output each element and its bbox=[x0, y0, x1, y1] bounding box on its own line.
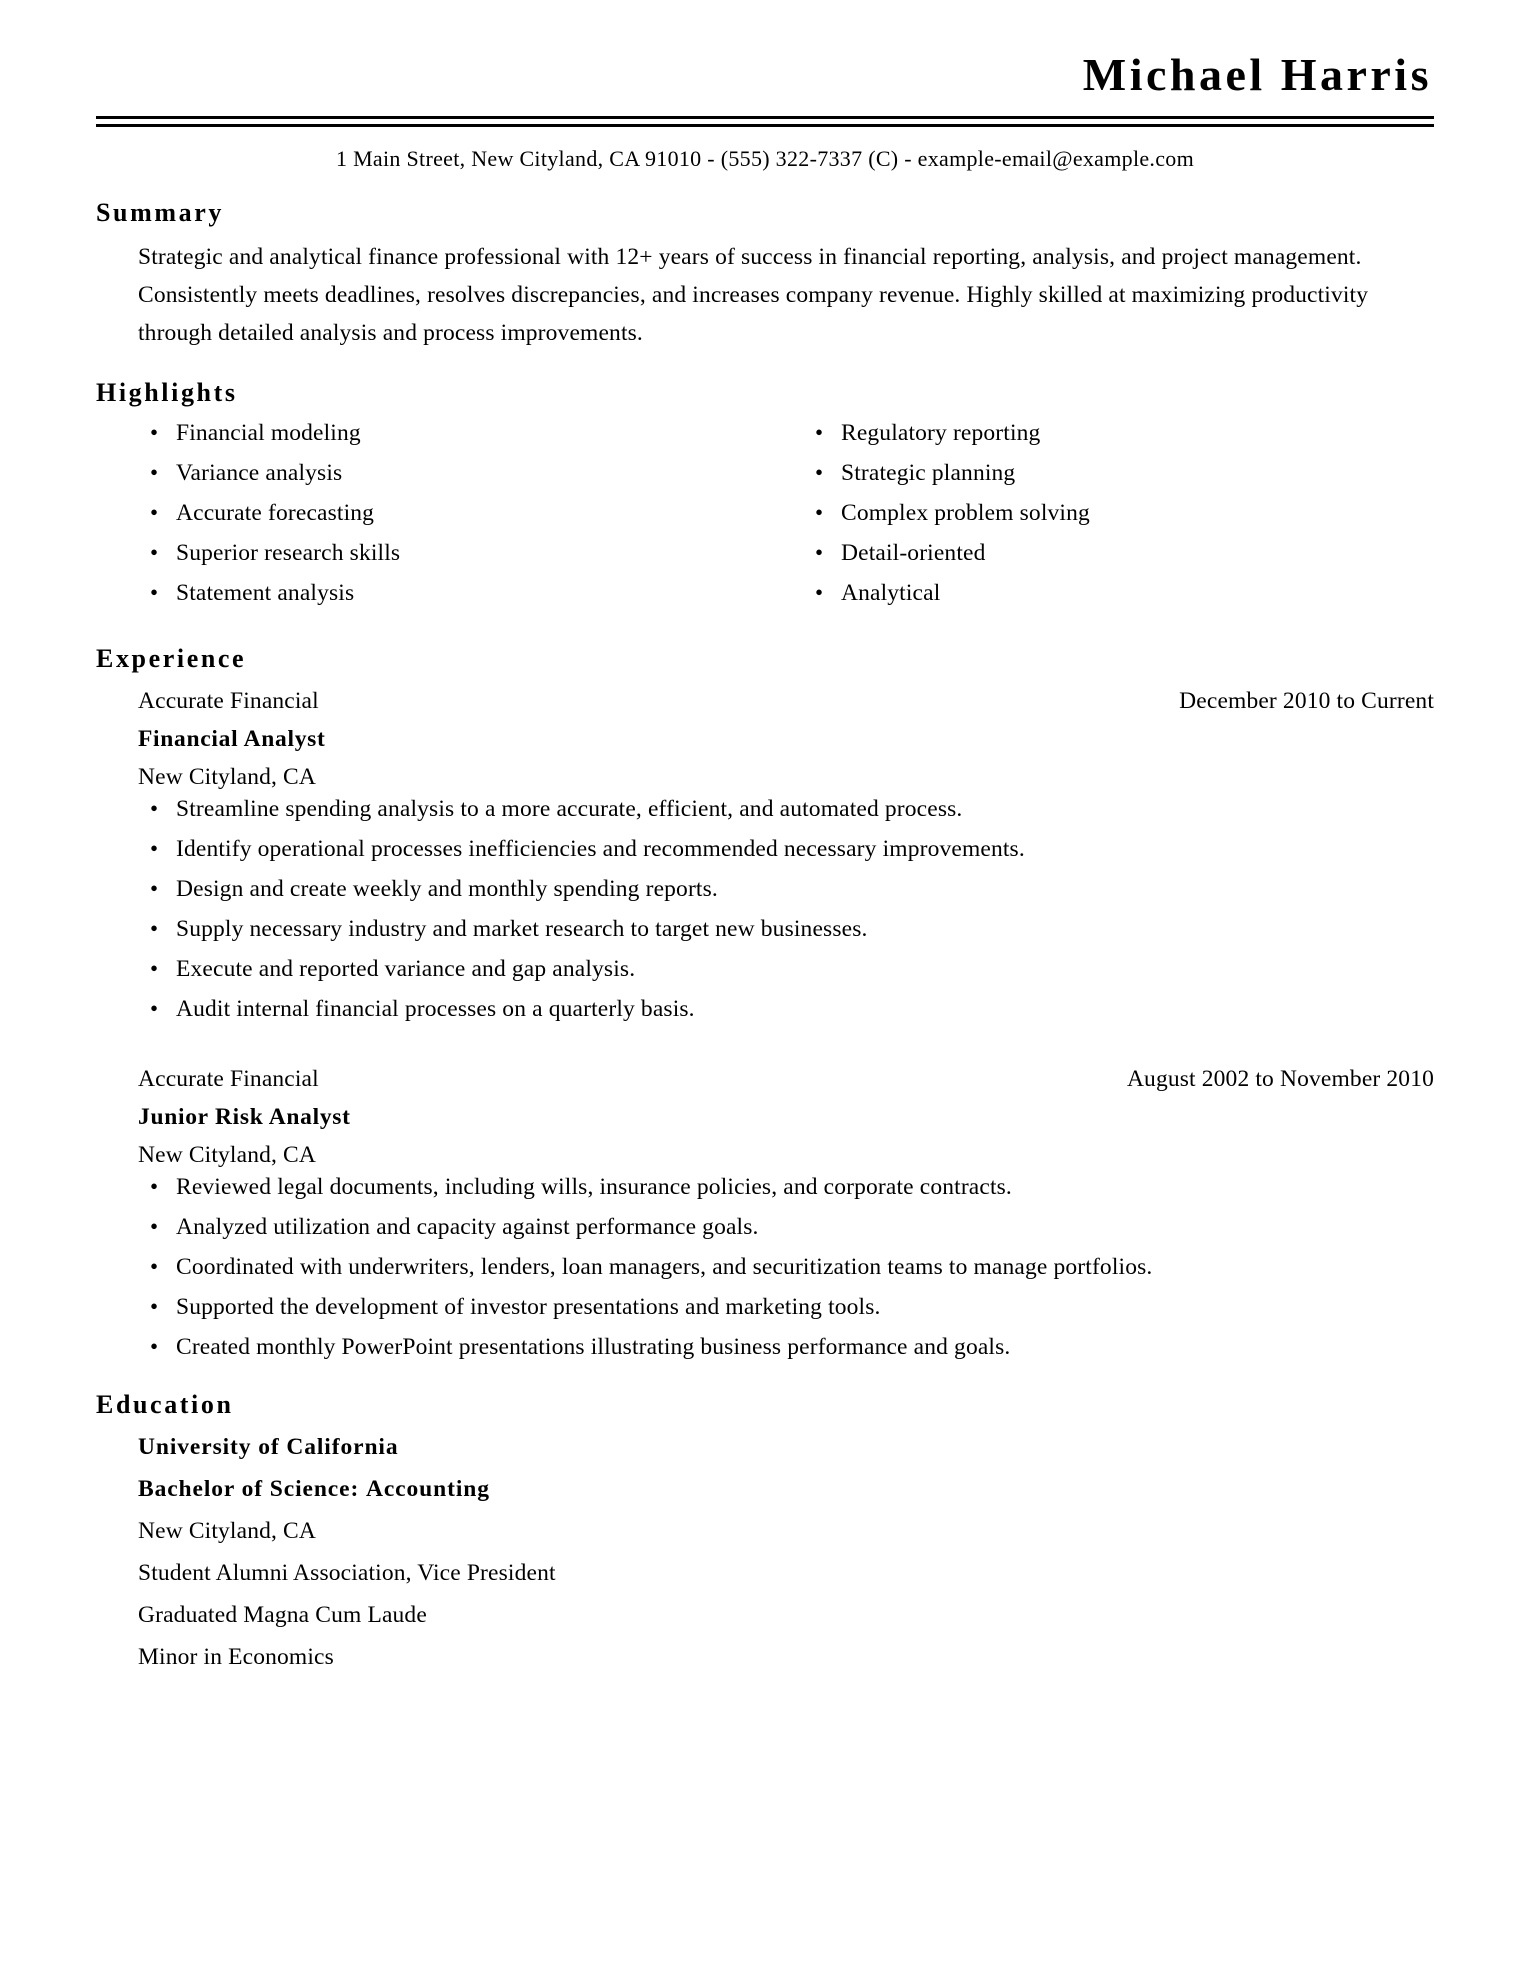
highlights-section bbox=[96, 378, 1434, 618]
experience-section bbox=[96, 644, 1434, 1364]
education-detail: Minor in Economics bbox=[138, 1644, 334, 1671]
highlights-column-right bbox=[765, 418, 1434, 618]
list-item: • Detail-oriented bbox=[803, 538, 1434, 570]
header-divider bbox=[96, 116, 1434, 127]
list-item: • Accurate forecasting bbox=[138, 498, 765, 530]
list-item: • Superior research skills bbox=[138, 538, 765, 570]
education-detail: Graduated Magna Cum Laude bbox=[138, 1602, 427, 1629]
list-item: • Complex problem solving bbox=[803, 498, 1434, 530]
list-item: • Reviewed legal documents, including wills, insurance policies, and corporate contracts. bbox=[138, 1172, 1434, 1204]
education-section bbox=[96, 1390, 1434, 1674]
summary-section bbox=[96, 198, 1434, 352]
list-item: • Regulatory reporting bbox=[803, 418, 1434, 450]
list-item: • Financial modeling bbox=[138, 418, 765, 450]
employment-dates: August 2002 to November 2010 bbox=[1126, 1066, 1434, 1093]
education-detail: Student Alumni Association, Vice President bbox=[138, 1560, 556, 1587]
contact-line: 1 Main Street, New Cityland, CA 91010 - (555) 322-7337 (C) - example-email@example.com bbox=[335, 146, 1195, 172]
list-item: • Analyzed utilization and capacity against performance goals. bbox=[138, 1212, 1434, 1244]
highlights-column-left bbox=[96, 418, 765, 618]
list-item: • Analytical bbox=[803, 578, 1434, 610]
list-item: • Identify operational processes inefficiencies and recommended necessary improvements. bbox=[138, 834, 1434, 866]
job-responsibilities-list bbox=[138, 794, 1434, 1026]
education-body bbox=[96, 1430, 1434, 1674]
degree-major: Accounting bbox=[365, 1476, 490, 1503]
employer-name: Accurate Financial bbox=[138, 1066, 319, 1093]
list-item: • Variance analysis bbox=[138, 458, 765, 490]
job-title: Financial Analyst bbox=[138, 726, 326, 753]
degree-type: Bachelor of Science bbox=[138, 1476, 351, 1503]
job-location: New Cityland, CA bbox=[138, 1142, 316, 1169]
list-item: • Supported the development of investor presentations and marketing tools. bbox=[138, 1292, 1434, 1324]
employer-name: Accurate Financial bbox=[138, 688, 319, 715]
experience-entry-header bbox=[138, 684, 1434, 718]
summary-heading: Summary bbox=[96, 198, 224, 228]
employment-dates: December 2010 to Current bbox=[1179, 688, 1434, 715]
highlights-list-left bbox=[138, 418, 765, 610]
degree-line bbox=[138, 1472, 1434, 1506]
candidate-name: Michael Harris bbox=[1082, 49, 1432, 100]
resume-header bbox=[96, 0, 1434, 172]
highlights-heading: Highlights bbox=[96, 378, 238, 408]
school-name: University of California bbox=[138, 1434, 399, 1461]
list-item: • Streamline spending analysis to a more accurate, efficient, and automated process. bbox=[138, 794, 1434, 826]
education-detail: New Cityland, CA bbox=[138, 1518, 316, 1545]
list-item: • Audit internal financial processes on a quarterly basis. bbox=[138, 994, 1434, 1026]
job-responsibilities-list bbox=[138, 1172, 1434, 1364]
education-heading: Education bbox=[96, 1390, 234, 1420]
list-item: • Supply necessary industry and market research to target new businesses. bbox=[138, 914, 1434, 946]
list-item: • Statement analysis bbox=[138, 578, 765, 610]
list-item: • Execute and reported variance and gap analysis. bbox=[138, 954, 1434, 986]
list-item: • Created monthly PowerPoint presentations illustrating business performance and goals. bbox=[138, 1332, 1434, 1364]
degree-separator: : bbox=[350, 1476, 360, 1503]
job-title: Junior Risk Analyst bbox=[138, 1104, 351, 1131]
summary-text: Strategic and analytical finance professional with 12+ years of success in financial reporting, analysis, and project management. Consistently meets deadlines, resolves discrepancies, and increases company revenue. Highly skilled at maximizing productivity through detailed analysis and process improvements. bbox=[138, 244, 1369, 347]
list-item: • Design and create weekly and monthly spending reports. bbox=[138, 874, 1434, 906]
highlights-list-right bbox=[803, 418, 1434, 610]
job-location: New Cityland, CA bbox=[138, 764, 316, 791]
highlights-columns bbox=[96, 418, 1434, 618]
experience-entry bbox=[138, 1062, 1434, 1364]
experience-entry bbox=[138, 684, 1434, 1026]
experience-entry-header bbox=[138, 1062, 1434, 1096]
experience-body bbox=[96, 684, 1434, 1364]
list-item: • Coordinated with underwriters, lenders, loan managers, and securitization teams to manage portfolios. bbox=[138, 1252, 1434, 1284]
experience-heading: Experience bbox=[96, 644, 247, 674]
summary-body bbox=[96, 238, 1434, 352]
list-item: • Strategic planning bbox=[803, 458, 1434, 490]
